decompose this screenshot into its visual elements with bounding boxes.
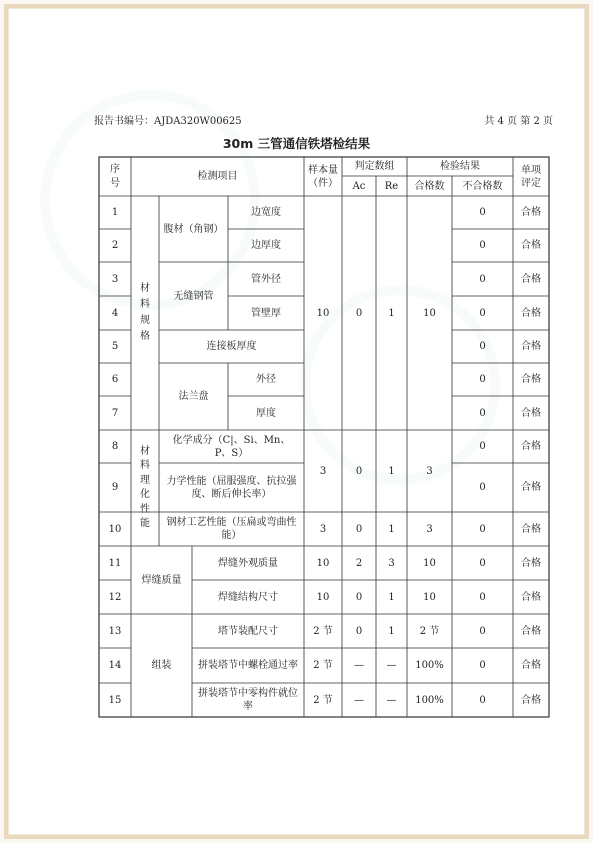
row-seq: 7 [111, 407, 119, 419]
row-item: 外径 [256, 374, 276, 385]
row-seq: 13 [108, 625, 122, 637]
col-header-judge: 判定数组 [354, 161, 395, 172]
row-sample: 2 节 [313, 694, 333, 706]
col-header-re: Re [384, 180, 399, 192]
row-fail: 0 [479, 625, 486, 637]
row-fail: 0 [479, 523, 486, 535]
row-ac: — [354, 694, 364, 706]
row-pass: 2 节 [419, 625, 440, 637]
row-sample: 10 [316, 591, 330, 603]
material-pass: 10 [423, 307, 436, 319]
row-fail: 0 [479, 694, 486, 706]
row-seq: 14 [108, 660, 122, 671]
row-fail: 0 [479, 660, 486, 671]
row-pass: 100% [415, 660, 444, 671]
group-flange: 法兰盘 [178, 391, 209, 402]
row-sample: 3 [319, 523, 327, 535]
row-pass: 10 [423, 591, 436, 603]
col-header-ac: Ac [352, 180, 366, 192]
row-item: 拼装塔节中螺栓通过率 [198, 660, 298, 671]
page-info: 共 4 页 第 2 页 [484, 116, 553, 127]
row-fail: 0 [479, 482, 486, 493]
row-seq: 10 [108, 523, 122, 535]
row-fail: 0 [479, 591, 486, 603]
row-eval: 合格 [521, 660, 541, 671]
row-sample: 2 节 [313, 660, 333, 671]
row-fail: 0 [479, 273, 486, 285]
row-ac: 0 [355, 591, 363, 603]
row-eval: 合格 [521, 694, 541, 706]
group-angle-steel: 腹材（角钢） [163, 223, 224, 235]
row-eval: 合格 [521, 625, 541, 637]
row-eval: 合格 [521, 341, 541, 352]
row-ac: 2 [355, 557, 363, 569]
row-item: 塔节装配尺寸 [218, 625, 278, 637]
row-sample: 2 节 [313, 625, 333, 637]
group-physchem: 材料理化性能 [140, 445, 150, 529]
row-eval: 合格 [521, 374, 541, 385]
row-ac: 0 [355, 625, 363, 637]
physchem-ac: 0 [355, 465, 363, 477]
row-item: 力学性能（屈服强度、抗拉强度、断后伸长率） [166, 475, 297, 500]
material-ac: 0 [355, 307, 363, 319]
row-eval: 合格 [521, 207, 541, 218]
row-seq: 6 [111, 374, 119, 385]
row-re: — [386, 694, 397, 706]
row-seq: 15 [108, 694, 122, 706]
row-eval: 合格 [521, 273, 541, 285]
col-header-sample: 样本量（件） [308, 164, 338, 189]
row-fail: 0 [479, 374, 486, 385]
report-number: 报告书编号：AJDA320W00625 [94, 116, 242, 127]
group-connect-plate: 连接板厚度 [206, 341, 257, 352]
row-item: 厚度 [256, 407, 276, 419]
row-sample: 10 [316, 557, 330, 569]
row-seq: 8 [111, 441, 119, 452]
group-weld: 焊缝质量 [141, 574, 182, 586]
row-item: 边厚度 [251, 240, 281, 251]
physchem-sample: 3 [319, 465, 327, 477]
group-assembly: 组装 [151, 660, 172, 671]
row-fail: 0 [479, 441, 486, 452]
row-seq: 12 [108, 591, 122, 603]
row-eval: 合格 [521, 441, 541, 452]
row-seq: 9 [111, 482, 119, 493]
row-re: 1 [388, 523, 395, 535]
col-header-single: 单项评定 [521, 164, 541, 189]
col-header-item: 检测项目 [197, 171, 238, 182]
row-seq: 4 [111, 307, 119, 319]
row-seq: 3 [111, 273, 119, 285]
physchem-pass: 3 [426, 465, 433, 477]
row-re: 1 [388, 591, 395, 603]
row-pass: 10 [423, 557, 436, 569]
row-seq: 5 [111, 341, 119, 352]
col-header-result: 检验结果 [440, 161, 480, 172]
row-eval: 合格 [521, 307, 541, 319]
row-item: 焊缝结构尺寸 [218, 591, 278, 603]
material-sample: 10 [316, 307, 330, 319]
row-item: 钢材工艺性能（压扁或弯曲性能） [166, 517, 297, 541]
row-item: 焊缝外观质量 [218, 557, 278, 569]
row-seq: 11 [108, 557, 122, 569]
row-fail: 0 [479, 307, 486, 319]
row-seq: 2 [111, 240, 119, 251]
row-eval: 合格 [521, 557, 541, 569]
row-fail: 0 [479, 341, 486, 352]
col-header-fail: 不合格数 [462, 180, 503, 192]
row-item: 化学成分（C|、Si、Mn、P、S） [172, 434, 291, 459]
row-fail: 0 [479, 557, 486, 569]
row-fail: 0 [479, 407, 486, 419]
group-material-spec: 材料规格 [140, 283, 150, 342]
row-item: 管外径 [251, 273, 281, 285]
row-pass: 100% [415, 694, 444, 706]
row-eval: 合格 [521, 240, 541, 251]
row-fail: 0 [479, 240, 486, 251]
row-fail: 0 [479, 207, 486, 218]
row-eval: 合格 [521, 523, 541, 535]
row-item: 拼装塔节中零构件就位率 [198, 688, 298, 712]
row-ac: — [354, 660, 364, 671]
row-re: — [386, 660, 397, 671]
group-seamless-pipe: 无缝钢管 [173, 290, 214, 302]
row-ac: 0 [355, 523, 363, 535]
row-eval: 合格 [521, 591, 541, 603]
row-seq: 1 [111, 207, 119, 218]
col-header-pass: 合格数 [414, 180, 445, 192]
col-header-seq: 序号 [110, 164, 120, 189]
row-re: 1 [388, 625, 395, 637]
page-title: 30m 三管通信铁塔检结果 [222, 136, 371, 151]
material-re: 1 [388, 307, 395, 319]
row-eval: 合格 [521, 407, 541, 419]
physchem-re: 1 [388, 465, 395, 477]
row-pass: 3 [426, 523, 433, 535]
row-item: 边宽度 [251, 207, 281, 218]
row-item: 管壁厚 [251, 307, 281, 319]
row-eval: 合格 [521, 482, 541, 493]
row-re: 3 [388, 557, 395, 569]
